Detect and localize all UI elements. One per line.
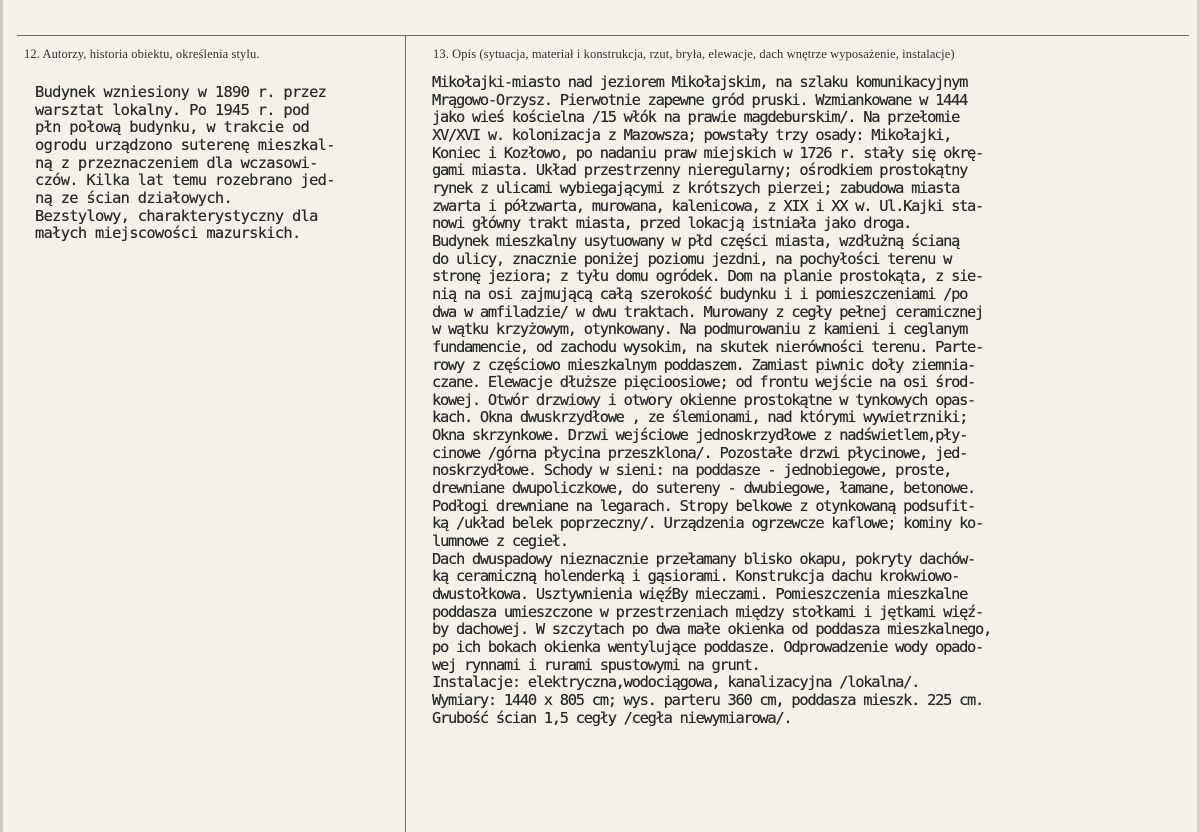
history-typed-text: Budynek wzniesiony w 1890 r. przez warsztat lokalny. Po 1945 r. pod płn połową budynku, w trakcie od ogrodu urządzono suterenę mieszkal- ną z przeznaczeniem dla wczasowi- czów. Kilka lat temu rozebrano jed- ną ze ścian działowych. Bezstylowy, charakterystyczny dla małych miejscowości mazurskich. bbox=[35, 83, 335, 243]
column-divider bbox=[405, 36, 406, 832]
header-divider bbox=[17, 35, 1189, 36]
section-12-heading: 12. Autorzy, historia obiektu, określenia stylu. bbox=[24, 47, 260, 61]
section-13-heading: 13. Opis (sytuacja, materiał i konstrukcja, rzut, bryła, elewacje, dach wnętrze wyposażenie, instalacje) bbox=[433, 47, 955, 61]
description-typed-text: Mikołajki-miasto nad jeziorem Mikołajskim, na szlaku komunikacyjnym Mrągowo-Orzysz. Pierwotnie zapewne gród pruski. Wzmiankowane w 1444 jako wieś kościelna /15 włók na prawie magdeburskim/. Na przełomie XV/XVI w. kolonizacja z Mazowsza; powstały trzy osady: Mikołajki, Koniec i Kozłowo, po nadaniu praw miejskich w 1726 r. stały się okrę- gami miasta. Układ przestrzenny nieregularny; ośrodkiem prostokątny rynek z ulicami wybiegającymi z krótszych pierzei; zabudowa miasta zwarta i półzwarta, murowana, kalenicowa, z XIX i XX w. Ul.Kajki sta- nowi główny trakt miasta, przed lokacją istniała jako droga. Budynek mieszkalny usytuowany w płd części miasta, wzdłużną ścianą do ulicy, znacznie poniżej poziomu jezdni, na pochyłości terenu w stronę jeziora; z tyłu domu ogródek. Dom na planie prostokąta, z sie- nią na osi zajmującą całą szerokość budynku i i pomieszczeniami /po dwa w amfiladzie/ w dwu traktach. Murowany z cegły pełnej ceramicznej w wątku krzyżowym, otynkowany. Na podmurowaniu z kamieni i ceglanym fundamencie, od zachodu wysokim, na skutek nierówności terenu. Parte- rowy z częściowo mieszkalnym poddaszem. Zamiast piwnic doły ziemnia- czane. Elewacje dłuższe pięcioosiowe; od frontu wejście na osi środ- kowej. Otwór drzwiowy i otwory okienne prostokątne w tynkowych opas- kach. Okna dwuskrzydłowe , ze ślemionami, nad którymi wywietrzniki; Okna skrzynkowe. Drzwi wejściowe jednoskrzydłowe z nadświetlem,pły- cinowe /górna płycina przeszklona/. Pozostałe drzwi płycinowe, jed- noskrzydłowe. Schody w sieni: na poddasze - jednobiegowe, proste, drewniane dwupoliczkowe, do sutereny - dwubiegowe, łamane, betonowe. Podłogi drewniane na legarach. Stropy belkowe z otynkowaną podsufit- ką /układ belek poprzeczny/. Urządzenia ogrzewcze kaflowe; kominy ko- lumnowe z cegieł. Dach dwuspadowy nieznacznie przełamany blisko okapu, pokryty dachów- ką ceramiczną holenderką i gąsiorami. Konstrukcja dachu krokwiowo- dwustołkowa. Usztywnienia więźBy mieczami. Pomieszczenia mieszkalne poddasza umieszczone w przestrzeniach między stołkami i jętkami więź- by dachowej. W szczytach po dwa małe okienka od poddasza mieszkalnego, po ich bokach okienka wentylujące poddasze. Odprowadzenie wody opado- wej rynnami i rurami spustowymi na grunt. Instalacje: elektryczna,wodociągowa, kanalizacyjna /lokalna/. Wymiary: 1440 x 805 cm; wys. parteru 360 cm, poddasza mieszk. 225 cm. Grubość ścian 1,5 cegły /cegła niewymiarowa/. bbox=[432, 73, 992, 727]
